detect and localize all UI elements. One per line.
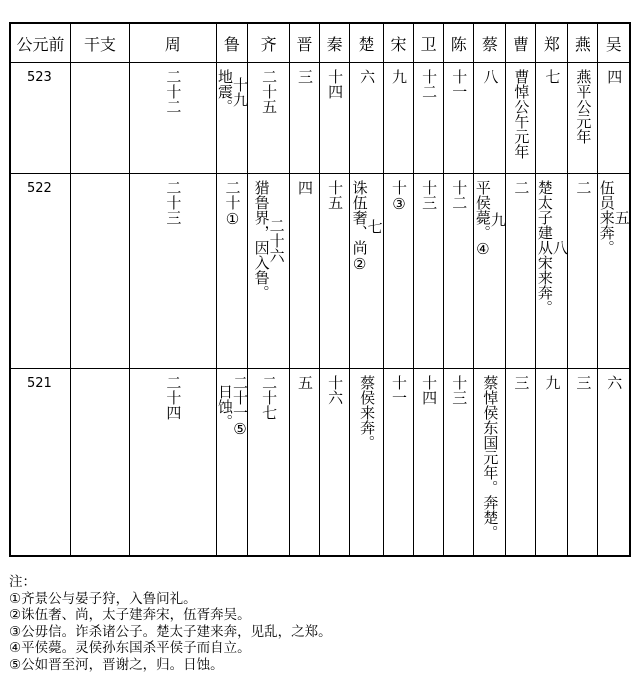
header-yan: 燕 bbox=[568, 23, 598, 63]
state-cell: 十五 bbox=[320, 174, 350, 369]
header-zhou: 周 bbox=[130, 23, 216, 63]
state-cell: 九 bbox=[383, 63, 413, 174]
state-cell: 七 诛伍奢、尚② bbox=[350, 174, 384, 369]
state-cell: 蔡侯来奔。 bbox=[350, 369, 384, 557]
footnotes bbox=[9, 574, 332, 673]
state-cell: 八 bbox=[474, 63, 506, 174]
ganzhi-cell bbox=[70, 369, 129, 557]
state-cell: 十一 bbox=[383, 369, 413, 557]
state-cell: 十二 bbox=[444, 174, 474, 369]
year-cell: 521 bbox=[10, 369, 70, 557]
state-cell: 十二 bbox=[414, 63, 444, 174]
state-cell: 二十五 bbox=[248, 63, 290, 174]
state-cell: 十三 bbox=[444, 369, 474, 557]
state-cell: 六 bbox=[350, 63, 384, 174]
state-cell: 五 伍员来奔。 bbox=[598, 174, 630, 369]
state-cell: 五 bbox=[289, 369, 319, 557]
state-cell: 九 bbox=[536, 369, 568, 557]
ganzhi-cell bbox=[70, 63, 129, 174]
footnote-item: ⑤公如晋至河，晋谢之，归。日蚀。 bbox=[9, 656, 224, 673]
header-jin: 晋 bbox=[289, 23, 319, 63]
state-cell: 曹悼公午元年 bbox=[506, 63, 536, 174]
state-cell: 三 bbox=[506, 369, 536, 557]
header-chu: 楚 bbox=[350, 23, 384, 63]
state-cell: 蔡悼侯东国元年。奔楚。 bbox=[474, 369, 506, 557]
header-lu: 鲁 bbox=[216, 23, 248, 63]
header-zheng: 郑 bbox=[536, 23, 568, 63]
state-cell: 六 bbox=[598, 369, 630, 557]
state-cell: 十六 bbox=[320, 369, 350, 557]
header-chen: 陈 bbox=[444, 23, 474, 63]
footnote-item: ②诛伍奢、尚，太子建奔宋，伍胥奔吴。 bbox=[9, 607, 251, 623]
header-cao: 曹 bbox=[506, 23, 536, 63]
footnotes-heading: 注： bbox=[9, 574, 36, 590]
chronology-table bbox=[9, 22, 631, 557]
table-row bbox=[10, 63, 630, 174]
state-cell: 二十七 bbox=[248, 369, 290, 557]
header-row bbox=[10, 23, 630, 63]
header-song: 宋 bbox=[383, 23, 413, 63]
state-cell: 二十三 bbox=[130, 174, 216, 369]
state-cell: 二 bbox=[568, 174, 598, 369]
footnote-item: ④平侯薨。灵侯孙东国杀平侯子而自立。 bbox=[9, 640, 251, 656]
state-cell: 三 bbox=[289, 63, 319, 174]
state-cell: 燕平公元年 bbox=[568, 63, 598, 174]
state-cell: 十九 地震。 bbox=[216, 63, 248, 174]
year-cell: 522 bbox=[10, 174, 70, 369]
state-cell: 十四 bbox=[414, 369, 444, 557]
header-cai: 蔡 bbox=[474, 23, 506, 63]
table-row bbox=[10, 174, 630, 369]
state-cell: 二十二 bbox=[130, 63, 216, 174]
state-cell: 十三 bbox=[414, 174, 444, 369]
table-row bbox=[10, 369, 630, 557]
footnote-item: ①齐景公与晏子狩，入鲁问礼。 bbox=[9, 590, 197, 607]
state-cell: 四 bbox=[598, 63, 630, 174]
state-cell: 十③ bbox=[383, 174, 413, 369]
state-cell: 四 bbox=[289, 174, 319, 369]
state-cell: 九 平侯薨。④ bbox=[474, 174, 506, 369]
state-cell: 二 bbox=[506, 174, 536, 369]
year-cell: 523 bbox=[10, 63, 70, 174]
state-cell: 十一 bbox=[444, 63, 474, 174]
header-qi: 齐 bbox=[248, 23, 290, 63]
state-cell: 十四 bbox=[320, 63, 350, 174]
state-cell: 二十四 bbox=[130, 369, 216, 557]
state-cell: 二十① bbox=[216, 174, 248, 369]
header-wu: 吴 bbox=[598, 23, 630, 63]
header-year: 公元前 bbox=[10, 23, 70, 63]
header-qin: 秦 bbox=[320, 23, 350, 63]
state-cell: 二十六 猎鲁界，因入鲁。 bbox=[248, 174, 290, 369]
state-cell: 三 bbox=[568, 369, 598, 557]
footnote-item: ③公毋信。诈杀诸公子。楚太子建来奔，见乱，之郑。 bbox=[9, 623, 332, 640]
header-ganzhi: 干支 bbox=[70, 23, 129, 63]
state-cell: 二十一⑤ 日蚀。 bbox=[216, 369, 248, 557]
state-cell: 八 楚太子建从宋来奔。 bbox=[536, 174, 568, 369]
ganzhi-cell bbox=[70, 174, 129, 369]
state-cell: 七 bbox=[536, 63, 568, 174]
header-wei: 卫 bbox=[414, 23, 444, 63]
